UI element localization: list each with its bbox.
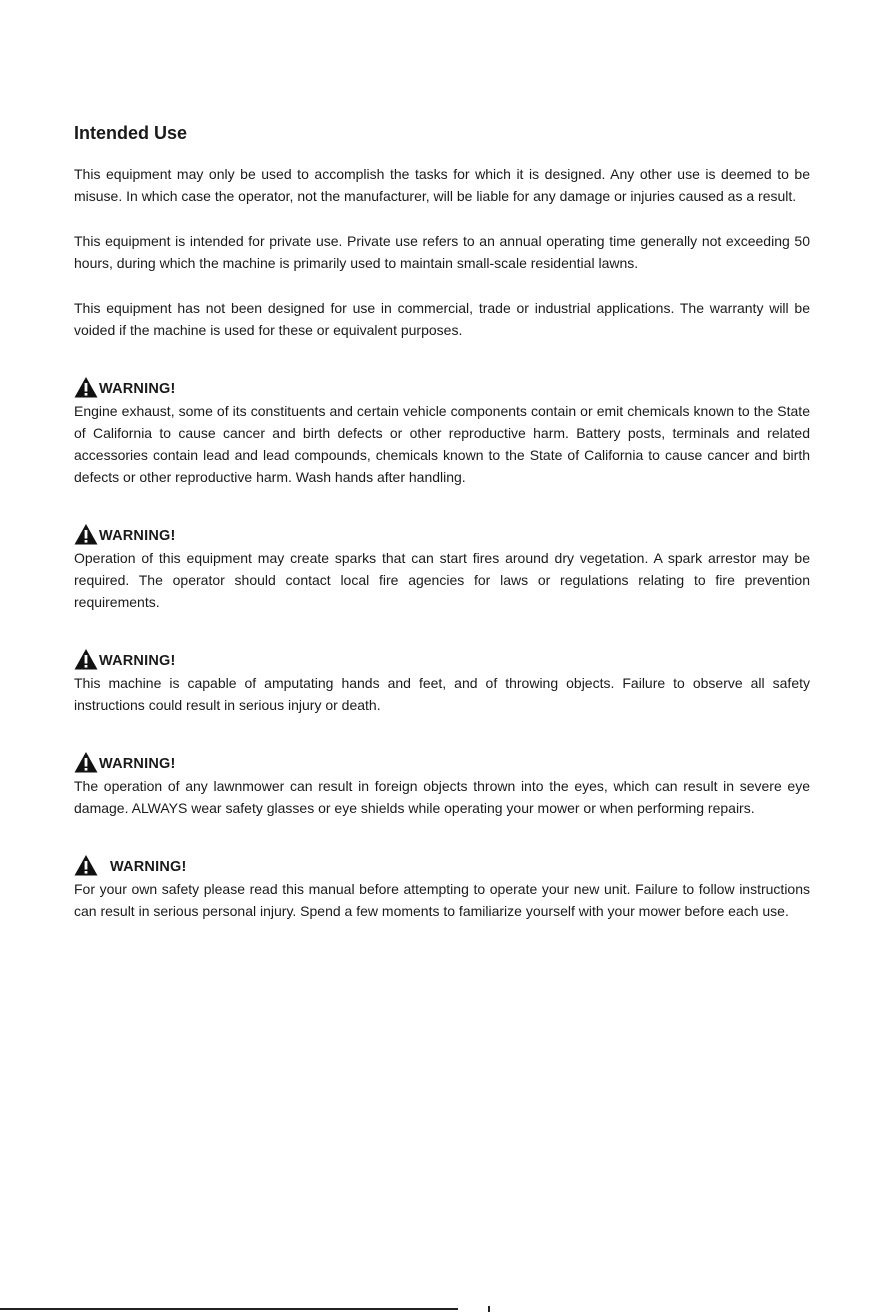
warning-triangle-icon (74, 648, 98, 670)
warning-triangle-icon (74, 751, 98, 773)
warning-block-california (74, 374, 810, 488)
warning-text: Engine exhaust, some of its constituents and certain vehicle components contain or emit chemicals known to the State of California to cause cancer and birth defects or other reproductive harm. Battery posts, terminals and related accessories contain lead and lead compounds, chemicals known to the State of California to cause cancer and birth defects or other reproductive harm. Wash hands after handling. (74, 403, 810, 485)
warning-text: The operation of any lawnmower can result in foreign objects thrown into the eyes, which can result in severe eye damage. ALWAYS wear safety glasses or eye shields while operating your mower or when performing repairs. (74, 778, 810, 816)
warning-triangle-icon (74, 376, 98, 398)
warning-block-read-manual (74, 852, 810, 922)
warning-block-eye-protection (74, 749, 810, 819)
manual-page (74, 120, 810, 922)
warning-text: For your own safety please read this manual before attempting to operate your new unit. Failure to follow instructions can result in serious personal injury. Spend a few moments to familiarize yourself with your mower before each use. (74, 881, 810, 919)
warning-block-sparks (74, 521, 810, 613)
warning-triangle-icon (74, 523, 98, 545)
warning-title: WARNING! (74, 646, 810, 670)
warning-title: WARNING! (74, 374, 810, 398)
footer-mark (488, 1306, 490, 1312)
warning-triangle-icon (74, 854, 98, 876)
warning-title: WARNING! (74, 852, 810, 876)
warning-title: WARNING! (74, 749, 810, 773)
warning-text: Operation of this equipment may create sparks that can start fires around dry vegetation. A spark arrestor may be required. The operator should contact local fire agencies for laws or regulations relating to fire prevention requirements. (74, 550, 810, 610)
intended-use-paragraph: This equipment may only be used to accomplish the tasks for which it is designed. Any other use is deemed to be misuse. In which case the operator, not the manufacturer, will be liable for any damage or injuries caused as a result. (74, 166, 810, 204)
warning-title: WARNING! (74, 521, 810, 545)
footer-rule (0, 1308, 458, 1310)
private-use-paragraph: This equipment is intended for private use. Private use refers to an annual operating time generally not exceeding 50 hours, during which the machine is primarily used to maintain small-scale residential lawns. (74, 233, 810, 271)
warning-block-amputation (74, 646, 810, 716)
section-heading: Intended Use (74, 123, 188, 143)
commercial-use-paragraph: This equipment has not been designed for use in commercial, trade or industrial applications. The warranty will be voided if the machine is used for these or equivalent purposes. (74, 300, 810, 338)
warning-text: This machine is capable of amputating hands and feet, and of throwing objects. Failure to observe all safety instructions could result in serious injury or death. (74, 675, 810, 713)
